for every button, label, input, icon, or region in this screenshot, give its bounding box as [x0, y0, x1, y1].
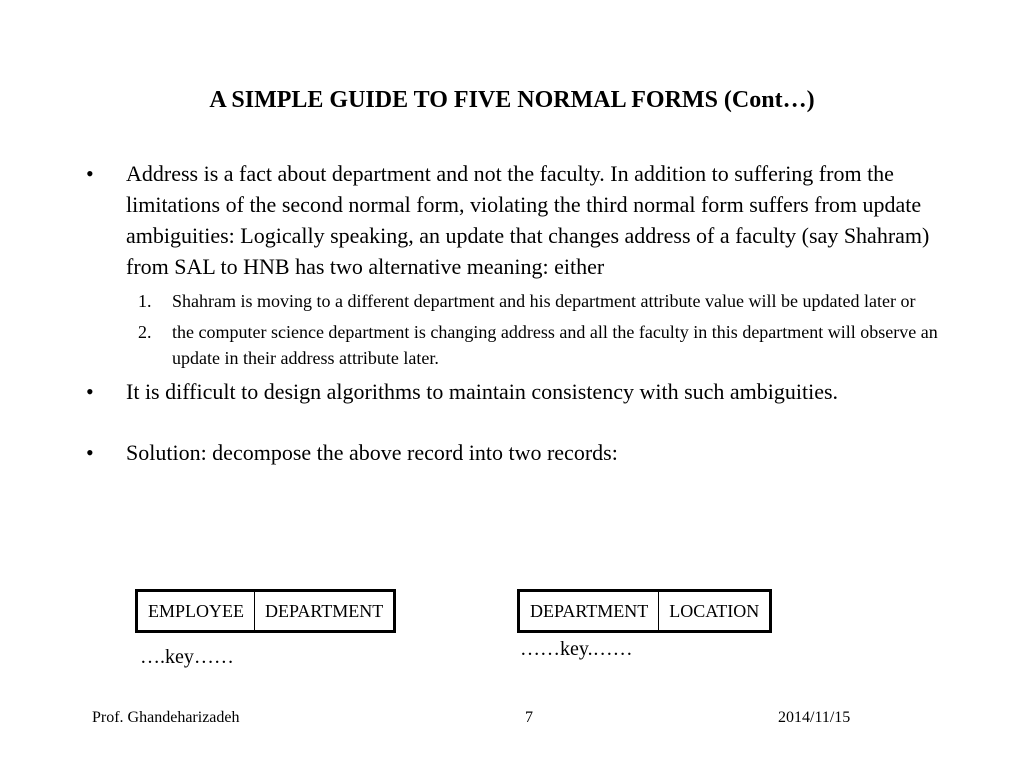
numbered-item — [86, 288, 946, 314]
item-number: 2. — [138, 322, 152, 342]
record-column: DEPARTMENT — [519, 591, 659, 632]
employee-department-record — [135, 589, 396, 633]
record-column: DEPARTMENT — [255, 591, 395, 632]
numbered-list — [86, 288, 946, 371]
bullet-text: Solution: decompose the above record into two records: — [126, 440, 618, 465]
bullet-marker: • — [86, 440, 94, 465]
item-text: Shahram is moving to a different department and his department attribute value will be updated later or — [172, 291, 916, 311]
bullet-item — [86, 437, 946, 468]
bullet-marker: • — [86, 161, 94, 186]
department-location-record — [517, 589, 772, 633]
record-key-label: ……key.…… — [520, 638, 633, 660]
item-number: 1. — [138, 291, 152, 311]
bullet-text: Address is a fact about department and not the faculty. In addition to suffering from the limitations of the second normal form, violating the third normal form suffers from update ambiguities: Logically speaking, an update that changes address of a faculty (say Shahram) from SAL to HNB has two alternative meaning: either — [126, 161, 930, 279]
record-column: LOCATION — [659, 591, 771, 632]
footer-page-number: 7 — [525, 709, 533, 726]
bullet-item — [86, 158, 946, 282]
footer-author: Prof. Ghandeharizadeh — [92, 709, 240, 726]
bullet-marker: • — [86, 379, 94, 404]
item-text: the computer science department is changing address and all the faculty in this department will observe an update in their address attribute later. — [172, 322, 938, 368]
slide-body — [86, 158, 946, 468]
footer-date: 2014/11/15 — [778, 709, 851, 726]
record-column: EMPLOYEE — [137, 591, 255, 632]
bullet-text: It is difficult to design algorithms to maintain consistency with such ambiguities. — [126, 379, 839, 404]
record-key-label: ….key…… — [140, 646, 234, 668]
numbered-item — [86, 319, 946, 371]
slide-title: A SIMPLE GUIDE TO FIVE NORMAL FORMS (Cont…) — [209, 87, 815, 113]
bullet-item — [86, 376, 946, 407]
